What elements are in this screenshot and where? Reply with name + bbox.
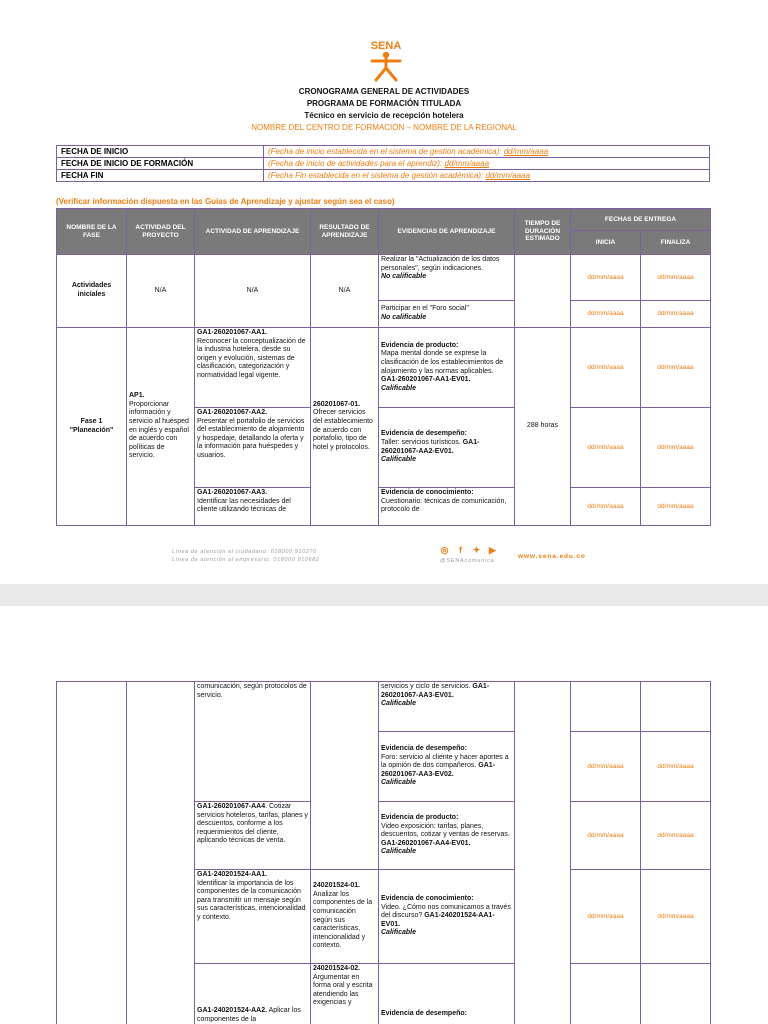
- program-title: PROGRAMA DE FORMACIÓN TITULADA: [306, 99, 462, 108]
- col-tiempo: TIEMPO DE DURACIÓN ESTIMADO: [515, 209, 571, 255]
- fase-cell: Actividades iniciales: [57, 255, 127, 328]
- info-date[interactable]: dd/mm/aaaa: [444, 159, 490, 168]
- evidence-cell: Evidencia de desempeño: Foro: servicio al cliente y hacer aportes a la opinión de dos compañeros. GA1-260201067-AA3-EV02. Calificable: [379, 732, 515, 802]
- col-resultado: RESULTADO DE APRENDIZAJE: [311, 209, 379, 255]
- evidence-cell: Evidencia de conocimiento: Cuestionario: técnicas de comunicación, protocolo de: [379, 488, 515, 526]
- learning-activity-cell: GA1-260201067-AA4. Cotizar servicios hoteleros, tarifas, planes y descuentos, conforme a los requerimientos del cliente, aplicando técnicas de venta.: [195, 802, 311, 870]
- col-fechas: FECHAS DE ENTREGA: [571, 209, 711, 231]
- date-start[interactable]: dd/mm/aaaa: [571, 408, 641, 488]
- schedule-table-1: [56, 208, 711, 526]
- date-start[interactable]: dd/mm/aaaa: [571, 802, 641, 870]
- na-cell: N/A: [195, 255, 311, 328]
- col-evidencias: EVIDENCIAS DE APRENDIZAJE: [379, 209, 515, 255]
- logo-text: SENA: [370, 40, 402, 52]
- info-label: FECHA DE INICIO: [57, 146, 264, 158]
- date-start[interactable]: dd/mm/aaaa: [571, 255, 641, 301]
- contact-lines: Línea de atención al ciudadano: 018000 910270 Línea de atención al empresario: 018000 910682: [172, 549, 320, 564]
- info-label: FECHA FIN: [57, 170, 264, 182]
- info-row: [57, 170, 710, 182]
- date-end[interactable]: dd/mm/aaaa: [641, 870, 711, 964]
- evidence-cell: Evidencia de producto: Video exposición: tarifas, planes, descuentos, cotizar y ventas de reservas. GA1-260201067-AA4-EV01. Calificable: [379, 802, 515, 870]
- col-inicia: INICIA: [571, 231, 641, 255]
- time-cell: 288 horas: [515, 328, 571, 526]
- fase-cell: [57, 682, 127, 1024]
- center-name: NOMBRE DEL CENTRO DE FORMACIÓN – NOMBRE DE LA REGIONAL: [251, 123, 517, 132]
- youtube-icon[interactable]: ▶: [489, 545, 496, 555]
- info-row: [57, 158, 710, 170]
- sena-logo: [358, 38, 414, 82]
- social-handle: @SENAcomunica: [440, 558, 495, 564]
- info-date[interactable]: dd/mm/aaaa: [503, 147, 549, 156]
- result-cell: 260201067-01. Ofrecer servicios del establecimiento de acuerdo con portafolio, tipo de hotel y protocolos.: [311, 328, 379, 526]
- twitter-icon[interactable]: ✦: [472, 545, 481, 555]
- date-start[interactable]: dd/mm/aaaa: [571, 488, 641, 526]
- schedule-table-2: [56, 681, 711, 1024]
- date-start[interactable]: [571, 682, 641, 732]
- table-row: [57, 328, 711, 408]
- result-cell: 240201524-02. Argumentar en forma oral y escrita atendiendo las exigencias y: [311, 964, 379, 1024]
- project-activity-cell: AP1. Proporcionar información y servicio al huésped en inglés y español de acuerdo con políticas de servicio.: [127, 328, 195, 526]
- date-end[interactable]: dd/mm/aaaa: [641, 802, 711, 870]
- fase-cell: Fase 1 "Planeación": [57, 328, 127, 526]
- learning-activity-cell: GA1-260201067-AA2. Presentar el portafolio de servicios del establecimiento de alojamiento y hospedaje, detallando la oferta y la información para huéspedes y usuarios.: [195, 408, 311, 488]
- evidence-cell: Realizar la "Actualización de los datos personales", según indicaciones. No calificable: [379, 255, 515, 301]
- learning-activity-cell: GA1-240201524-AA2. Aplicar los componentes de la: [195, 964, 311, 1024]
- evidence-cell: Evidencia de desempeño: Taller: servicios turísticos. GA1-260201067-AA2-EV01. Calificable: [379, 408, 515, 488]
- facebook-icon[interactable]: f: [459, 545, 462, 555]
- project-activity-cell: [127, 682, 195, 1024]
- learning-activity-cell: GA1-260201067-AA1. Reconocer la conceptualización de la industria hotelera, desde su origen y evolución, sistemas de clasificación, categorización y normatividad legal vigente.: [195, 328, 311, 408]
- learning-activity-cell: comunicación, según protocolos de servicio.: [195, 682, 311, 802]
- date-start[interactable]: dd/mm/aaaa: [571, 732, 641, 802]
- program-name: Técnico en servicio de recepción hotelera: [304, 111, 464, 120]
- evidence-cell: Evidencia de desempeño:: [379, 964, 515, 1024]
- date-end[interactable]: dd/mm/aaaa: [641, 301, 711, 328]
- date-end[interactable]: dd/mm/aaaa: [641, 732, 711, 802]
- date-start[interactable]: dd/mm/aaaa: [571, 301, 641, 328]
- verify-note: (Verificar información dispuesta en las Guías de Aprendizaje y ajustar según sea el caso): [56, 197, 395, 206]
- info-row: [57, 146, 710, 158]
- info-text: (Fecha Fin establecida en el sistema de gestión académica):: [268, 171, 486, 180]
- col-finaliza: FINALIZA: [641, 231, 711, 255]
- evidence-cell: Participar en el "Foro social" No calificable: [379, 301, 515, 328]
- date-end[interactable]: [641, 682, 711, 732]
- na-cell: N/A: [311, 255, 379, 328]
- evidence-cell: Evidencia de conocimiento: Video. ¿Cómo nos comunicamos a través del discurso? GA1-240201524-AA1-EV01. Calificable: [379, 870, 515, 964]
- time-cell: [515, 255, 571, 328]
- info-label: FECHA DE INICIO DE FORMACIÓN: [57, 158, 264, 170]
- date-end[interactable]: dd/mm/aaaa: [641, 328, 711, 408]
- instagram-icon[interactable]: ◎: [440, 545, 449, 555]
- table-row: [57, 682, 711, 732]
- col-actividad-aprendizaje: ACTIVIDAD DE APRENDIZAJE: [195, 209, 311, 255]
- col-fase: NOMBRE DE LA FASE: [57, 209, 127, 255]
- date-end[interactable]: dd/mm/aaaa: [641, 488, 711, 526]
- evidence-cell: Evidencia de producto: Mapa mental donde se exprese la clasificación de los establecimientos de alojamiento y las normas aplicables. GA1-260201067-AA1-EV01. Calificable: [379, 328, 515, 408]
- info-date[interactable]: dd/mm/aaaa: [485, 171, 530, 180]
- info-text: (Fecha de inicio establecida en el sistema de gestión académica):: [268, 147, 504, 156]
- date-end[interactable]: dd/mm/aaaa: [641, 408, 711, 488]
- date-start[interactable]: dd/mm/aaaa: [571, 328, 641, 408]
- evidence-cell: servicios y ciclo de servicios. GA1-260201067-AA3-EV01. Calificable: [379, 682, 515, 732]
- dates-table: [56, 145, 710, 182]
- learning-activity-cell: GA1-240201524-AA1. Identificar la importancia de los componentes de la comunicación para transmitir un mensaje según sus características, intencionalidad y contexto.: [195, 870, 311, 964]
- time-cell: [515, 682, 571, 1024]
- learning-activity-cell: GA1-260201067-AA3. Identificar las necesidades del cliente utilizando técnicas de: [195, 488, 311, 526]
- date-end[interactable]: [641, 964, 711, 1024]
- table-row: [57, 255, 711, 301]
- date-end[interactable]: dd/mm/aaaa: [641, 255, 711, 301]
- website-link[interactable]: www.sena.edu.co: [518, 553, 586, 560]
- date-start[interactable]: [571, 964, 641, 1024]
- info-text: (Fecha de inicio de actividades para el aprendiz):: [268, 159, 445, 168]
- result-cell: [311, 682, 379, 870]
- date-start[interactable]: dd/mm/aaaa: [571, 870, 641, 964]
- social-icons: [440, 546, 497, 555]
- doc-title: CRONOGRAMA GENERAL DE ACTIVIDADES: [298, 87, 470, 96]
- col-actividad-proyecto: ACTIVIDAD DEL PROYECTO: [127, 209, 195, 255]
- result-cell: 240201524-01. Analizar los componentes de la comunicación según sus características, intencionalidad y contexto.: [311, 870, 379, 964]
- na-cell: N/A: [127, 255, 195, 328]
